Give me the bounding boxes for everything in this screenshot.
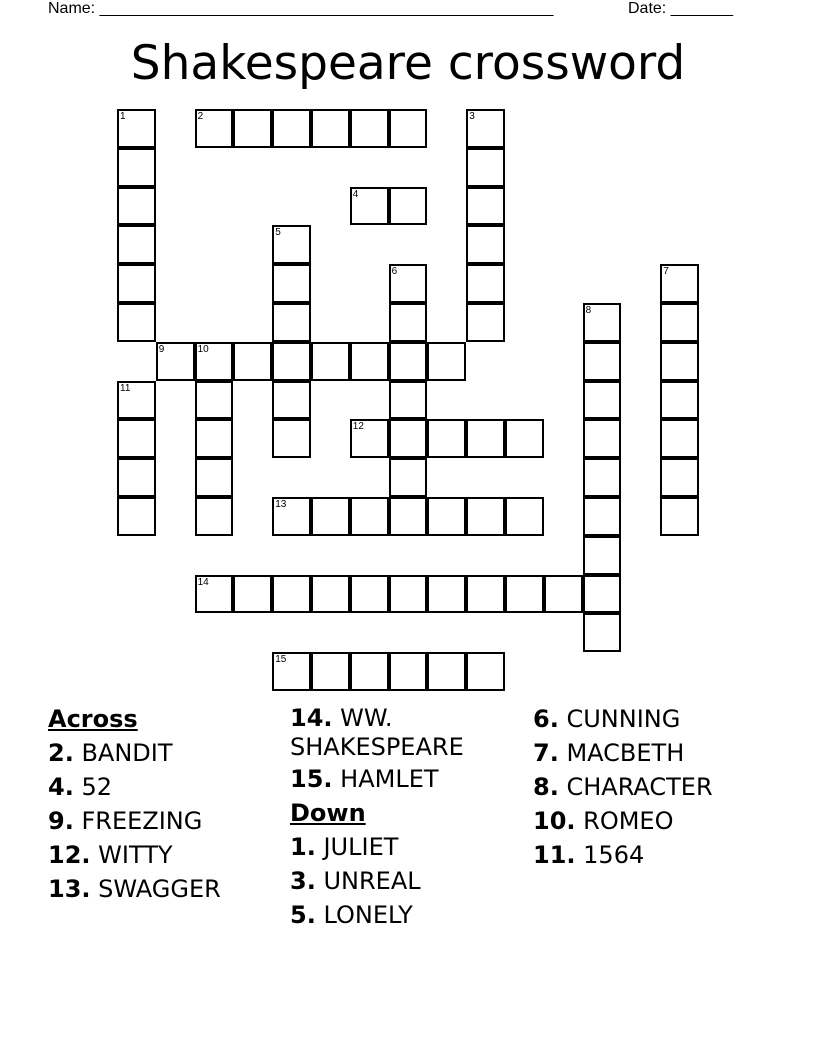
crossword-cell[interactable]	[233, 342, 272, 381]
clue-number: 8.	[533, 773, 559, 801]
crossword-cell[interactable]	[117, 419, 156, 458]
clue-across-4	[48, 770, 221, 804]
crossword-cell[interactable]	[427, 342, 466, 381]
crossword-cell[interactable]	[195, 381, 234, 420]
crossword-cell[interactable]	[427, 419, 466, 458]
crossword-cell[interactable]	[350, 342, 389, 381]
crossword-cell[interactable]	[583, 303, 622, 342]
clue-number: 5.	[290, 901, 316, 929]
clue-number: 3.	[290, 867, 316, 895]
cell-number: 6	[391, 266, 398, 278]
clues-column-2	[290, 704, 464, 932]
crossword-cell[interactable]	[195, 342, 234, 381]
clue-text: MACBETH	[566, 739, 685, 767]
crossword-cell[interactable]	[350, 652, 389, 691]
crossword-cell[interactable]	[660, 497, 699, 536]
crossword-cell[interactable]	[272, 381, 311, 420]
crossword-cell[interactable]	[466, 225, 505, 264]
crossword-cell[interactable]	[272, 497, 311, 536]
cell-number: 15	[275, 654, 287, 666]
crossword-cell[interactable]	[427, 575, 466, 614]
date-field-label: Date: _______	[628, 0, 733, 17]
crossword-cell[interactable]	[272, 303, 311, 342]
cell-number: 13	[275, 499, 287, 510]
clue-text: SWAGGER	[98, 875, 221, 903]
crossword-cell[interactable]	[583, 419, 622, 458]
crossword-cell[interactable]	[350, 419, 389, 458]
crossword-cell[interactable]	[117, 225, 156, 264]
crossword-cell[interactable]	[156, 342, 195, 381]
crossword-cell[interactable]	[117, 264, 156, 303]
crossword-cell[interactable]	[311, 575, 350, 614]
clue-number: 4.	[48, 773, 74, 801]
crossword-cell[interactable]	[233, 109, 272, 148]
crossword-cell[interactable]	[350, 187, 389, 226]
across-heading: Across	[48, 705, 138, 733]
clue-number: 9.	[48, 807, 74, 835]
cell-number: 9	[158, 343, 165, 355]
crossword-cell[interactable]	[117, 497, 156, 536]
clue-down-10	[533, 804, 713, 838]
crossword-cell[interactable]	[272, 342, 311, 381]
crossword-cell[interactable]	[117, 458, 156, 497]
crossword-cell[interactable]	[583, 458, 622, 497]
crossword-cell[interactable]	[311, 652, 350, 691]
clue-number: 15.	[290, 765, 333, 793]
clue-across-13	[48, 872, 221, 906]
clue-across-15	[290, 762, 464, 796]
crossword-cell[interactable]	[195, 458, 234, 497]
clue-number: 1.	[290, 833, 316, 861]
clue-text: 1564	[583, 841, 645, 869]
clue-number: 12.	[48, 841, 91, 869]
clue-text: BANDIT	[81, 739, 173, 767]
cell-number: 2	[197, 111, 204, 122]
crossword-cell[interactable]	[583, 497, 622, 536]
crossword-cell[interactable]	[583, 613, 622, 652]
crossword-cell[interactable]	[389, 264, 428, 303]
clue-text: WW.	[340, 704, 393, 732]
crossword-cell[interactable]	[389, 187, 428, 226]
crossword-cell[interactable]	[389, 575, 428, 614]
crossword-cell[interactable]	[195, 419, 234, 458]
crossword-cell[interactable]	[466, 303, 505, 342]
crossword-cell[interactable]	[660, 264, 699, 303]
clue-number: 6.	[533, 705, 559, 733]
cell-number: 7	[663, 266, 669, 278]
clue-text: UNREAL	[323, 867, 421, 895]
clue-across-12	[48, 838, 221, 872]
cell-number: 3	[469, 111, 475, 122]
crossword-cell[interactable]	[195, 497, 234, 536]
clues-column-1	[48, 702, 221, 906]
crossword-cell[interactable]	[505, 575, 544, 614]
crossword-cell[interactable]	[117, 381, 156, 420]
clue-text: FREEZING	[81, 807, 203, 835]
clue-text: JULIET	[323, 833, 399, 861]
clue-down-7	[533, 736, 713, 770]
crossword-cell[interactable]	[272, 652, 311, 691]
cell-number: 14	[197, 576, 209, 588]
clue-across-9	[48, 804, 221, 838]
crossword-cell[interactable]	[466, 148, 505, 187]
clue-number: 13.	[48, 875, 91, 903]
crossword-cell[interactable]	[350, 109, 389, 148]
cell-number: 12	[352, 421, 364, 433]
clue-text: 52	[81, 773, 113, 801]
crossword-cell[interactable]	[544, 575, 583, 614]
crossword-cell[interactable]	[311, 342, 350, 381]
crossword-cell[interactable]	[389, 109, 428, 148]
clue-number: 2.	[48, 739, 74, 767]
crossword-cell[interactable]	[660, 342, 699, 381]
page-title: Shakespeare crossword	[130, 36, 686, 91]
clue-across-14-continued: SHAKESPEARE	[290, 733, 464, 761]
crossword-cell[interactable]	[583, 342, 622, 381]
crossword-cell[interactable]	[660, 303, 699, 342]
crossword-cell[interactable]	[505, 419, 544, 458]
cell-number: 10	[197, 343, 209, 355]
clues-column-3	[533, 702, 713, 872]
crossword-cell[interactable]	[272, 225, 311, 264]
crossword-cell[interactable]	[427, 497, 466, 536]
crossword-cell[interactable]	[660, 458, 699, 497]
crossword-cell[interactable]	[466, 575, 505, 614]
crossword-cell[interactable]	[466, 187, 505, 226]
crossword-cell[interactable]	[272, 109, 311, 148]
clue-text: ROMEO	[583, 807, 674, 835]
crossword-cell[interactable]	[389, 342, 428, 381]
clue-text: CHARACTER	[566, 773, 713, 801]
cell-number: 1	[120, 111, 126, 122]
crossword-cell[interactable]	[117, 148, 156, 187]
crossword-cell[interactable]	[583, 381, 622, 420]
clue-number: 7.	[533, 739, 559, 767]
down-heading: Down	[290, 799, 366, 827]
cell-number: 11	[120, 382, 131, 394]
crossword-cell[interactable]	[272, 575, 311, 614]
crossword-cell[interactable]	[389, 652, 428, 691]
crossword-cell[interactable]	[272, 419, 311, 458]
crossword-cell[interactable]	[427, 652, 466, 691]
crossword-cell[interactable]	[311, 497, 350, 536]
crossword-cell[interactable]	[272, 264, 311, 303]
cell-number: 8	[585, 305, 592, 316]
crossword-cell[interactable]	[311, 109, 350, 148]
cell-number: 4	[352, 188, 359, 200]
clue-across-2	[48, 736, 221, 770]
clue-text: HAMLET	[340, 765, 439, 793]
crossword-cell[interactable]	[389, 381, 428, 420]
clue-number: 14.	[290, 704, 333, 732]
name-field-label: Name: ___________________________________________________	[48, 0, 554, 17]
crossword-cell[interactable]	[660, 381, 699, 420]
clue-down-8	[533, 770, 713, 804]
crossword-cell[interactable]	[583, 536, 622, 575]
crossword-cell[interactable]	[583, 575, 622, 614]
clue-down-11	[533, 838, 713, 872]
crossword-cell[interactable]	[117, 187, 156, 226]
crossword-cell[interactable]	[195, 575, 234, 614]
header-line	[48, 0, 748, 18]
crossword-cell[interactable]	[350, 575, 389, 614]
clue-across-14	[290, 704, 464, 733]
crossword-cell[interactable]	[389, 497, 428, 536]
clue-number: 11.	[533, 841, 576, 869]
clue-down-1	[290, 830, 464, 864]
clue-number: 10.	[533, 807, 576, 835]
clue-text: CUNNING	[566, 705, 681, 733]
crossword-cell[interactable]	[350, 497, 389, 536]
crossword-cell[interactable]	[117, 109, 156, 148]
clue-text: WITTY	[98, 841, 173, 869]
crossword-cell[interactable]	[466, 497, 505, 536]
crossword-cell[interactable]	[466, 264, 505, 303]
clue-down-3	[290, 864, 464, 898]
crossword-cell[interactable]	[466, 652, 505, 691]
crossword-cell[interactable]	[466, 109, 505, 148]
crossword-cell[interactable]	[233, 575, 272, 614]
crossword-cell[interactable]	[389, 419, 428, 458]
crossword-cell[interactable]	[505, 497, 544, 536]
crossword-cell[interactable]	[389, 303, 428, 342]
clue-text: LONELY	[323, 901, 413, 929]
crossword-cell[interactable]	[195, 109, 234, 148]
crossword-cell[interactable]	[389, 458, 428, 497]
clue-down-5	[290, 898, 464, 932]
crossword-cell[interactable]	[466, 419, 505, 458]
crossword-cell[interactable]	[660, 419, 699, 458]
crossword-cell[interactable]	[117, 303, 156, 342]
clue-down-6	[533, 702, 713, 736]
cell-number: 5	[275, 227, 281, 239]
